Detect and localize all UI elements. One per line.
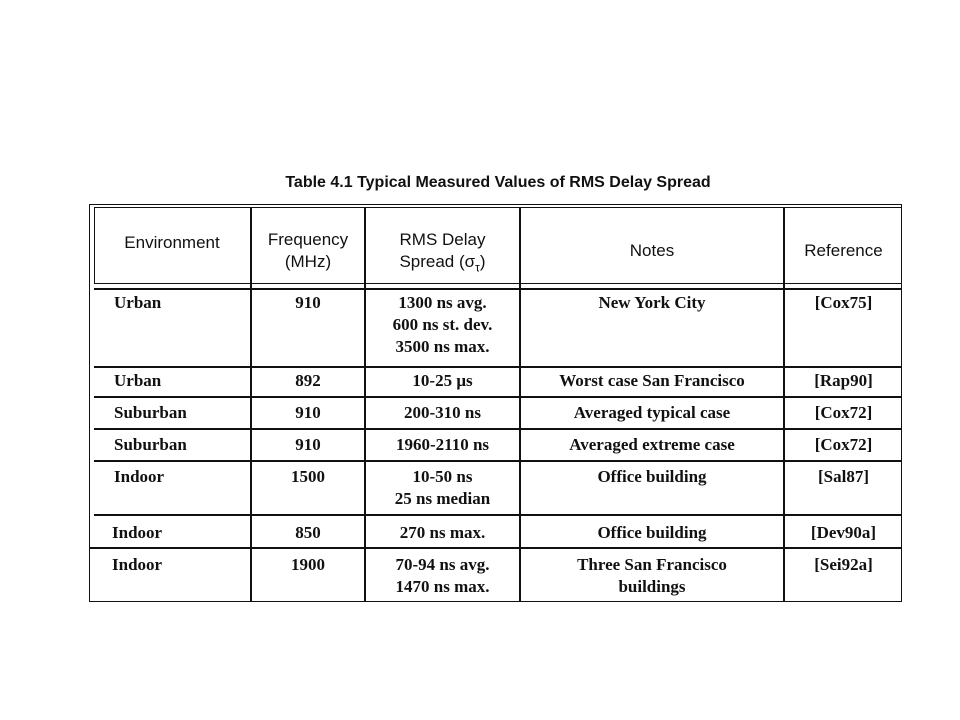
table-cell-reference: [Dev90a] <box>810 523 877 542</box>
table-cell-notes: Averaged typical case <box>573 403 731 422</box>
table-cell-delay-line: 1470 ns max. <box>395 577 490 596</box>
table-cell-notes <box>521 554 783 598</box>
row-divider <box>89 547 902 549</box>
header-double-rule <box>94 288 902 290</box>
row-divider <box>94 396 902 398</box>
table-cell-delay: 10-25 μs <box>412 371 473 390</box>
header-environment <box>104 232 240 254</box>
table-cell-frequency: 850 <box>295 523 321 542</box>
table-cell-environment: Indoor <box>112 555 163 574</box>
table-cell-delay-line: 3500 ns max. <box>395 337 490 356</box>
header-rms-delay <box>366 229 519 278</box>
table-cell-delay-line: 600 ns st. dev. <box>392 315 493 334</box>
header-rms-delay-close: ) <box>479 252 486 271</box>
row-divider <box>94 366 902 368</box>
table-caption: Table 4.1 Typical Measured Values of RMS Delay Spread <box>285 174 711 191</box>
row-divider <box>94 514 902 516</box>
table-cell-reference: [Cox72] <box>814 403 873 422</box>
table-cell-delay <box>366 292 519 358</box>
row-divider <box>94 428 902 430</box>
table-cell-environment: Indoor <box>112 523 163 542</box>
table-cell-frequency: 892 <box>295 371 321 390</box>
table-cell-notes: Office building <box>597 523 707 542</box>
header-frequency-line2: (MHz) <box>284 252 332 271</box>
header-rms-delay-line2 <box>366 251 519 278</box>
table-cell-notes: Office building <box>597 467 707 486</box>
table-cell-notes: New York City <box>598 293 706 312</box>
header-frequency <box>252 229 364 273</box>
header-reference-label: Reference <box>804 241 883 260</box>
table-cell-frequency: 1500 <box>291 467 325 486</box>
table-cell-reference: [Cox72] <box>814 435 873 454</box>
table-cell-frequency: 910 <box>295 403 321 422</box>
table-cell-delay-line: 1300 ns avg. <box>398 293 487 312</box>
table-cell-delay: 200-310 ns <box>404 403 481 422</box>
table-cell-reference: [Sei92a] <box>814 555 873 574</box>
table-cell-delay: 1960-2110 ns <box>395 435 490 454</box>
header-notes <box>521 240 783 262</box>
header-rms-delay-line1: RMS Delay <box>399 230 486 249</box>
table-cell-reference: [Rap90] <box>814 371 873 390</box>
table-cell-delay-line: 10-50 ns <box>412 467 473 486</box>
table-cell-delay <box>366 466 519 510</box>
table-cell-delay-line: 25 ns median <box>394 489 491 508</box>
table-cell-environment: Urban <box>114 371 162 390</box>
table-cell-delay <box>366 554 519 598</box>
header-rms-delay-symbol: Spread (σ <box>399 252 476 271</box>
header-rms-delay-subscript: τ <box>475 260 480 275</box>
table-cell-notes-line: buildings <box>618 577 686 596</box>
table-cell-delay-line: 70-94 ns avg. <box>395 555 490 574</box>
table-cell-notes: Averaged extreme case <box>569 435 735 454</box>
table-cell-environment: Suburban <box>114 435 187 454</box>
header-frequency-line1: Frequency <box>267 230 349 249</box>
table-cell-environment: Indoor <box>114 467 165 486</box>
header-environment-label: Environment <box>124 233 220 252</box>
row-divider <box>94 460 902 462</box>
table-cell-frequency: 910 <box>295 435 321 454</box>
header-reference <box>785 240 902 262</box>
header-notes-label: Notes <box>629 241 675 260</box>
table-cell-frequency: 910 <box>295 293 321 312</box>
table-cell-notes: Worst case San Francisco <box>559 371 745 390</box>
table-cell-reference: [Sal87] <box>818 467 869 486</box>
table-cell-environment: Suburban <box>114 403 187 422</box>
table-cell-environment: Urban <box>114 293 162 312</box>
table-cell-reference: [Cox75] <box>814 293 873 312</box>
table-cell-frequency: 1900 <box>291 555 325 574</box>
table-cell-notes-line: Three San Francisco <box>577 555 727 574</box>
table-cell-delay: 270 ns max. <box>399 523 486 542</box>
